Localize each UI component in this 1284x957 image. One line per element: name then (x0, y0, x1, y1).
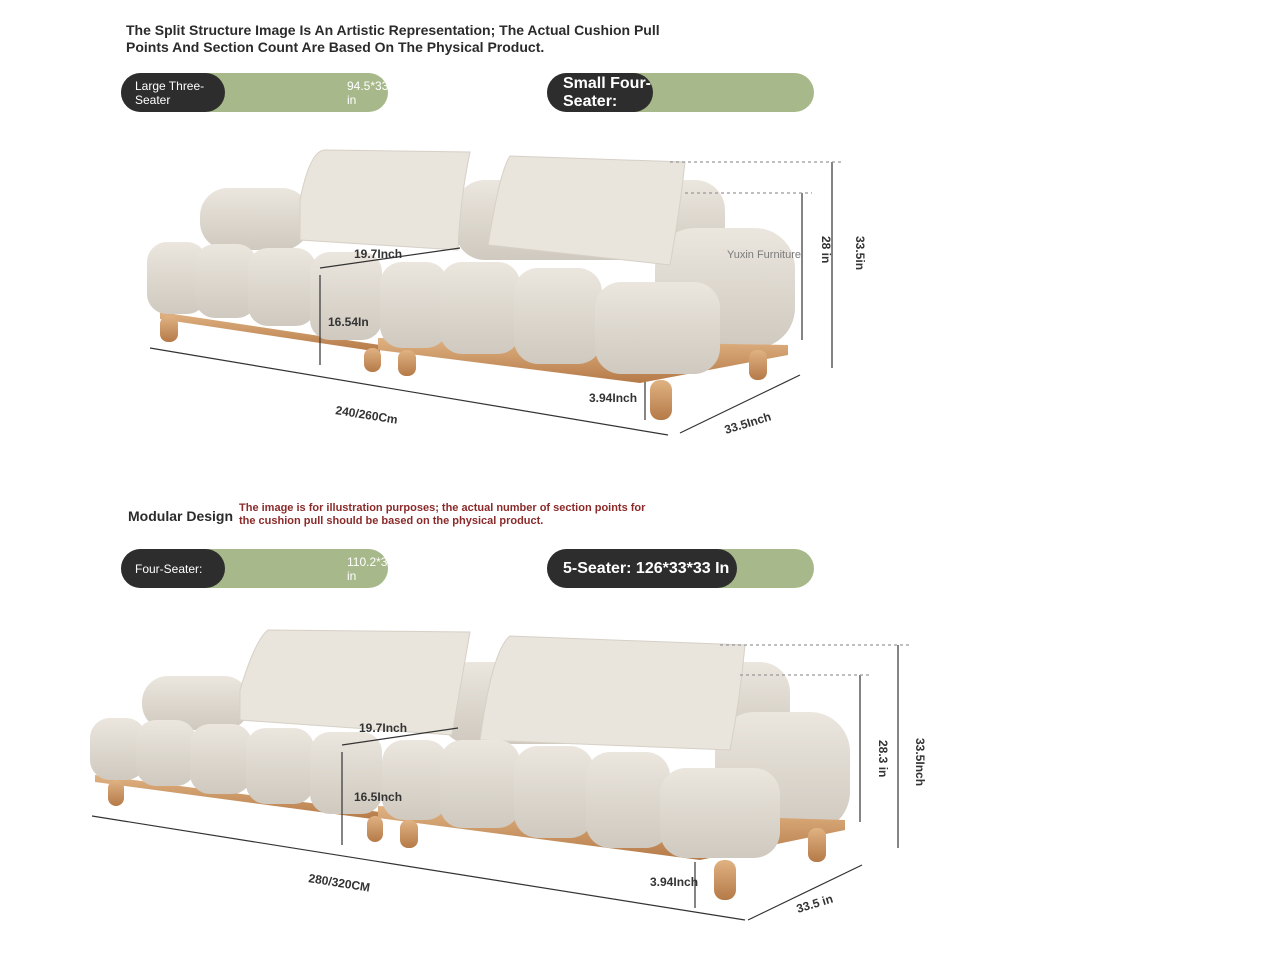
small-four-seater-label: Small Four-Seater: (547, 73, 653, 112)
large-three-seater-dims: 94.5*33.5*33.5 in (347, 78, 427, 107)
modular-design-title: Modular Design (128, 508, 234, 524)
top-back-height-label: 28 in (819, 236, 833, 264)
bottom-back-height-label: 28.3 in (876, 740, 890, 778)
pillow-left (240, 630, 470, 735)
leg (108, 780, 124, 806)
bottom-disclaimer: The image is for illustration purposes; the actual number of section points for the cushion pull should be based on the physical product. (239, 502, 646, 527)
four-seater-dims: 110.2*33.5*33.5 in (347, 554, 433, 583)
bottom-sofa (90, 630, 850, 900)
top-seat-height-label: 16.54In (328, 315, 369, 329)
seat-cushion (440, 740, 520, 828)
large-three-seater-label: Large Three-Seater (121, 73, 225, 112)
top-note: The Split Structure Image Is An Artistic Representation; The Actual Cushion Pull Points And Section Count Are Based On The Physical Product. (126, 22, 660, 55)
bottom-seat-depth-label: 19.7Inch (359, 721, 408, 735)
top-length-label: 240/260Cm (334, 403, 399, 427)
seat-cushion (382, 740, 448, 820)
five-seater-label: 5-Seater: 126*33*33 In (547, 549, 737, 588)
bottom-depth-label: 33.5 in (794, 891, 835, 916)
leg (808, 828, 826, 862)
watermark-text: Yuxin Furniture (727, 249, 801, 261)
seat-cushion (246, 728, 314, 804)
top-depth-label: 33.5Inch (722, 409, 773, 437)
leg (714, 860, 736, 900)
four-seater-label: Four-Seater: (121, 549, 225, 588)
seat-cushion (586, 752, 670, 848)
top-seat-depth-label: 19.7Inch (354, 247, 403, 261)
bottom-total-height-label: 33.5Inch (913, 738, 927, 787)
small-four-seater-dims: 98.3*33.5*33.5 in (1205, 78, 1284, 107)
leg (400, 820, 418, 848)
seat-cushion (514, 746, 594, 838)
bottom-seat-height-label: 16.5Inch (354, 790, 403, 804)
bottom-leg-label: 3.94Inch (650, 875, 699, 889)
seat-cushion (190, 724, 252, 794)
top-total-height-label: 33.5in (853, 236, 867, 271)
seat-cushion (136, 720, 196, 786)
bottom-length-label: 280/320CM (307, 871, 372, 895)
pillow-right (480, 636, 745, 750)
leg (367, 816, 383, 842)
top-leg-label: 3.94Inch (589, 391, 638, 405)
seat-cushion (660, 768, 780, 858)
